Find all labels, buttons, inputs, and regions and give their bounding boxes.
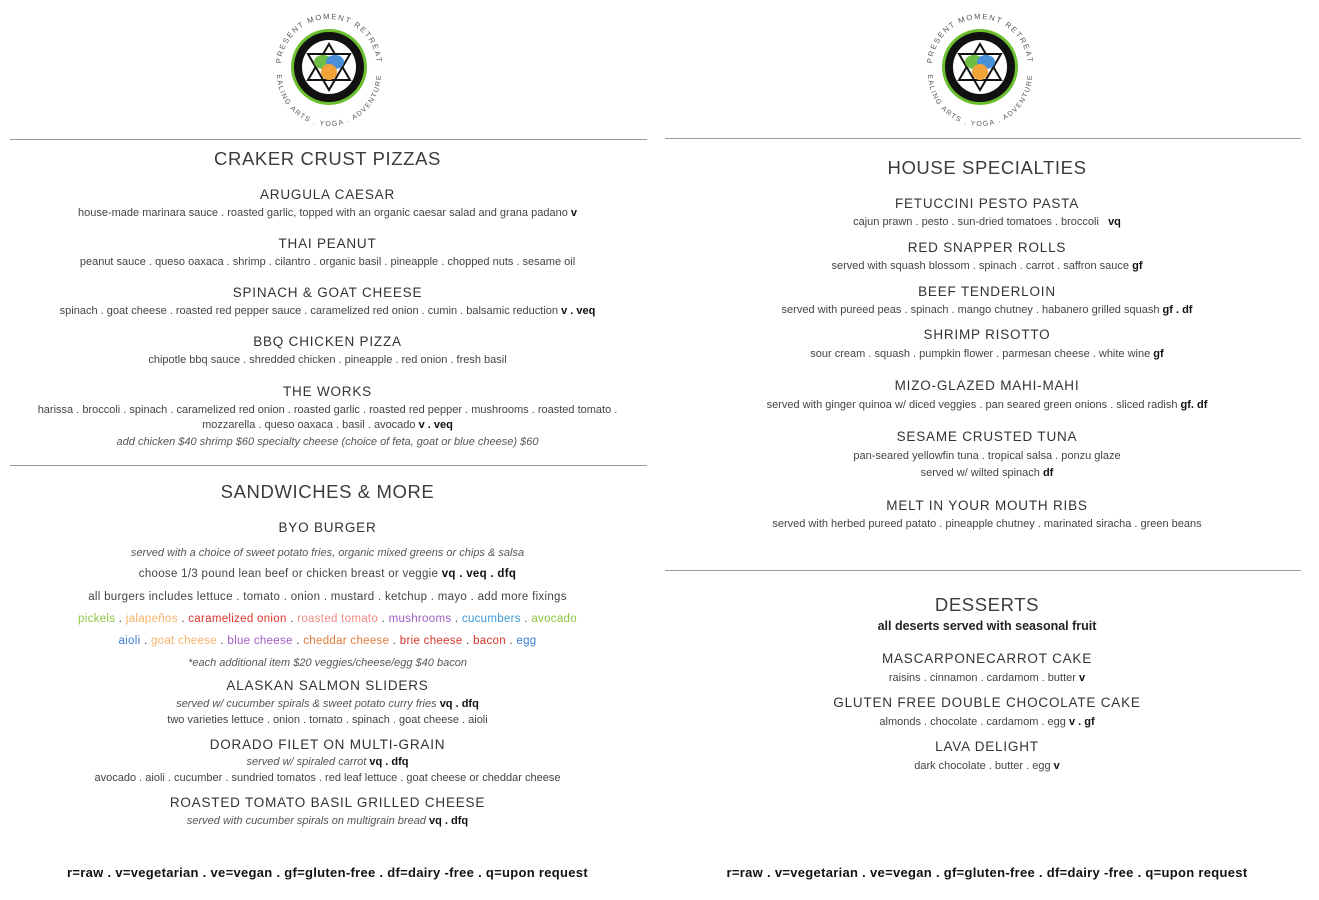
fixing-option: cheddar cheese <box>303 635 390 647</box>
menu-item-name: BEEF TENDERLOIN <box>918 284 1056 299</box>
divider <box>10 139 647 140</box>
fixings-row: aioli . goat cheese . blue cheese . cheddar cheese . brie cheese . bacon . egg <box>118 635 537 647</box>
menu-item-desc: chipotle bbq sauce . shredded chicken . pineapple . red onion . fresh basil <box>148 354 507 366</box>
divider <box>665 570 1301 571</box>
menu-item-name: FETUCCINI PESTO PASTA <box>894 196 1080 211</box>
menu-item-desc: served with squash blossom . spinach . carrot . saffron sauce gf <box>831 260 1143 272</box>
fixing-option: mushrooms <box>388 613 452 625</box>
menu-item-desc: served with pureed peas . spinach . mango chutney . habanero grilled squash gf . df <box>781 304 1193 316</box>
menu-item-desc: harissa . broccoli . spinach . caramelized red onion . roasted garlic . roasted red pepper . mushrooms . roasted tomato . <box>37 404 618 416</box>
fixing-option: bacon <box>473 635 506 647</box>
menu-item-name: MASCARPONECARROT CAKE <box>881 651 1093 666</box>
menu-item-desc: served with ginger quinoa w/ diced veggies . pan seared green onions . sliced radish gf. df <box>766 399 1208 411</box>
fixing-option: roasted tomato <box>297 613 379 625</box>
menu-item-desc: avocado . aioli . cucumber . sundried tomatos . red leaf lettuce . goat cheese or cheddar cheese <box>94 772 561 784</box>
menu-item-name: MELT IN YOUR MOUTH RIBS <box>886 498 1088 513</box>
menu-item-desc: dark chocolate . butter . egg v <box>914 760 1060 772</box>
divider <box>665 138 1301 139</box>
menu-item-name: ALASKAN SALMON SLIDERS <box>226 678 429 693</box>
menu-item-name: SPINACH & GOAT CHEESE <box>232 285 423 300</box>
diet-legend: r=raw . v=vegetarian . ve=vegan . gf=gluten-free . df=dairy -free . q=upon request <box>67 865 588 880</box>
menu-item-desc: mozzarella . queso oaxaca . basil . avocado v . veq <box>202 419 453 431</box>
menu-item-desc: served with cucumber spirals on multigrain bread vq . dfq <box>186 815 469 827</box>
diet-tag: v . veq <box>561 305 596 317</box>
menu-item-name: THAI PEANUT <box>278 236 377 251</box>
menu-item-desc: served w/ wilted spinach df <box>920 467 1054 479</box>
menu-item-desc: house-made marinara sauce . roasted garlic, topped with an organic caesar salad and grana padano v <box>78 207 577 219</box>
retreat-logo <box>915 4 1045 130</box>
menu-item-desc: served with a choice of sweet potato fries, organic mixed greens or chips & salsa <box>130 547 525 559</box>
fixing-option: blue cheese <box>227 635 293 647</box>
fixing-option: brie cheese <box>399 635 463 647</box>
fixing-option: avocado <box>531 613 577 625</box>
diet-tag: df <box>1042 467 1054 479</box>
left-menu-page <box>0 0 655 900</box>
fixing-option: aioli <box>118 635 141 647</box>
menu-item-name: DORADO FILET ON MULTI-GRAIN <box>209 737 446 752</box>
menu-item-desc: peanut sauce . queso oaxaca . shrimp . cilantro . organic basil . pineapple . chopped nuts . sesame oil <box>79 256 576 268</box>
menu-item-desc: served with herbed pureed patato . pineapple chutney . marinated siracha . green beans <box>772 518 1202 530</box>
fixing-option: cucumbers <box>461 613 521 625</box>
fixings-row: pickels . jalapeños . caramelized onion . roasted tomato . mushrooms . cucumbers . avocado <box>78 613 577 625</box>
menu-item-desc: served w/ spiraled carrot vq . dfq <box>246 756 409 768</box>
menu-item-desc: almonds . chocolate . cardamom . egg v . gf <box>879 716 1095 728</box>
logo-ring-text-top: PRESENT MOMENT RETREAT <box>925 11 1035 64</box>
diet-tag: vq . dfq <box>429 815 469 827</box>
diet-tag: gf. df <box>1180 399 1208 411</box>
diet-tag: vq . dfq <box>439 698 479 710</box>
menu-item-desc: pan-seared yellowfin tuna . tropical salsa . ponzu glaze <box>853 450 1121 462</box>
diet-legend: r=raw . v=vegetarian . ve=vegan . gf=gluten-free . df=dairy -free . q=upon request <box>726 865 1248 880</box>
fixing-option: goat cheese <box>150 635 217 647</box>
fixing-option: egg <box>516 635 537 647</box>
diet-tag: v <box>1079 672 1086 684</box>
diet-tag: v . veq <box>418 419 453 431</box>
diet-tag: v <box>1053 760 1060 772</box>
menu-item-desc: choose 1/3 pound lean beef or chicken breast or veggie vq . veq . dfq <box>138 568 517 580</box>
section-title-sandwiches: SANDWICHES & MORE <box>220 481 435 502</box>
right-menu-page <box>655 0 1319 900</box>
diet-tag: vq <box>1108 216 1121 228</box>
menu-item-desc: served w/ cucumber spirals & sweet potato curry fries vq . dfq <box>176 698 479 710</box>
menu-item-name: LAVA DELIGHT <box>935 739 1039 754</box>
desserts-subtitle: all deserts served with seasonal fruit <box>877 619 1097 633</box>
menu-item-name: BYO BURGER <box>278 520 377 535</box>
menu-item-name: THE WORKS <box>283 384 372 399</box>
section-title-desserts: DESSERTS <box>934 594 1040 615</box>
menu-item-name: ROASTED TOMATO BASIL GRILLED CHEESE <box>169 795 486 810</box>
logo-ring-text-bottom: EALING ARTS . YOGA . ADVENTURE <box>925 73 1035 129</box>
menu-item-desc: two varieties lettuce . onion . tomato . spinach . goat cheese . aioli <box>167 714 488 726</box>
menu-item-desc: spinach . goat cheese . roasted red pepper sauce . caramelized red onion . cumin . balsamic reduction v . veq <box>59 305 596 317</box>
menu-item-name: SESAME CRUSTED TUNA <box>896 429 1078 444</box>
diet-tag: v . gf <box>1068 716 1095 728</box>
menu-item-name: MIZO-GLAZED MAHI-MAHI <box>894 378 1080 393</box>
menu-item-desc: all burgers includes lettuce . tomato . onion . mustard . ketchup . mayo . add more fixings <box>88 591 567 603</box>
menu-item-desc: sour cream . squash . pumpkin flower . parmesan cheese . white wine gf <box>810 348 1164 360</box>
fixing-option: pickels <box>78 613 116 625</box>
logo-ring-text-bottom: EALING ARTS . YOGA . ADVENTURE <box>274 73 384 129</box>
menu-item-note: add chicken $40 shrimp $60 specialty cheese (choice of feta, goat or blue cheese) $60 <box>116 436 539 448</box>
fixing-option: jalapeños <box>125 613 178 625</box>
diet-tag: vq . veq . dfq <box>441 568 517 580</box>
diet-tag: vq . dfq <box>369 756 409 768</box>
fixing-option: caramelized onion <box>188 613 287 625</box>
menu-item-note: *each additional item $20 veggies/cheese/egg $40 bacon <box>188 657 467 669</box>
menu-item-desc: raisins . cinnamon . cardamom . butter v <box>888 672 1086 684</box>
diet-tag: gf <box>1153 348 1164 360</box>
diet-tag: v <box>570 207 577 219</box>
menu-item-name: SHRIMP RISOTTO <box>923 327 1051 342</box>
menu-item-name: RED SNAPPER ROLLS <box>907 240 1067 255</box>
retreat-logo <box>264 4 394 130</box>
divider <box>10 465 647 466</box>
menu-item-desc: cajun prawn . pesto . sun-dried tomatoes . broccoli vq <box>853 216 1121 228</box>
section-title-specialties: HOUSE SPECIALTIES <box>887 157 1087 178</box>
menu-item-name: BBQ CHICKEN PIZZA <box>253 334 402 349</box>
menu-item-name: GLUTEN FREE DOUBLE CHOCOLATE CAKE <box>833 695 1141 710</box>
menu-item-name: ARUGULA CAESAR <box>260 187 395 202</box>
diet-tag: gf <box>1132 260 1143 272</box>
section-title-pizzas: CRAKER CRUST PIZZAS <box>214 148 441 169</box>
diet-tag: gf . df <box>1162 304 1193 316</box>
logo-ring-text-top: PRESENT MOMENT RETREAT <box>274 11 384 64</box>
